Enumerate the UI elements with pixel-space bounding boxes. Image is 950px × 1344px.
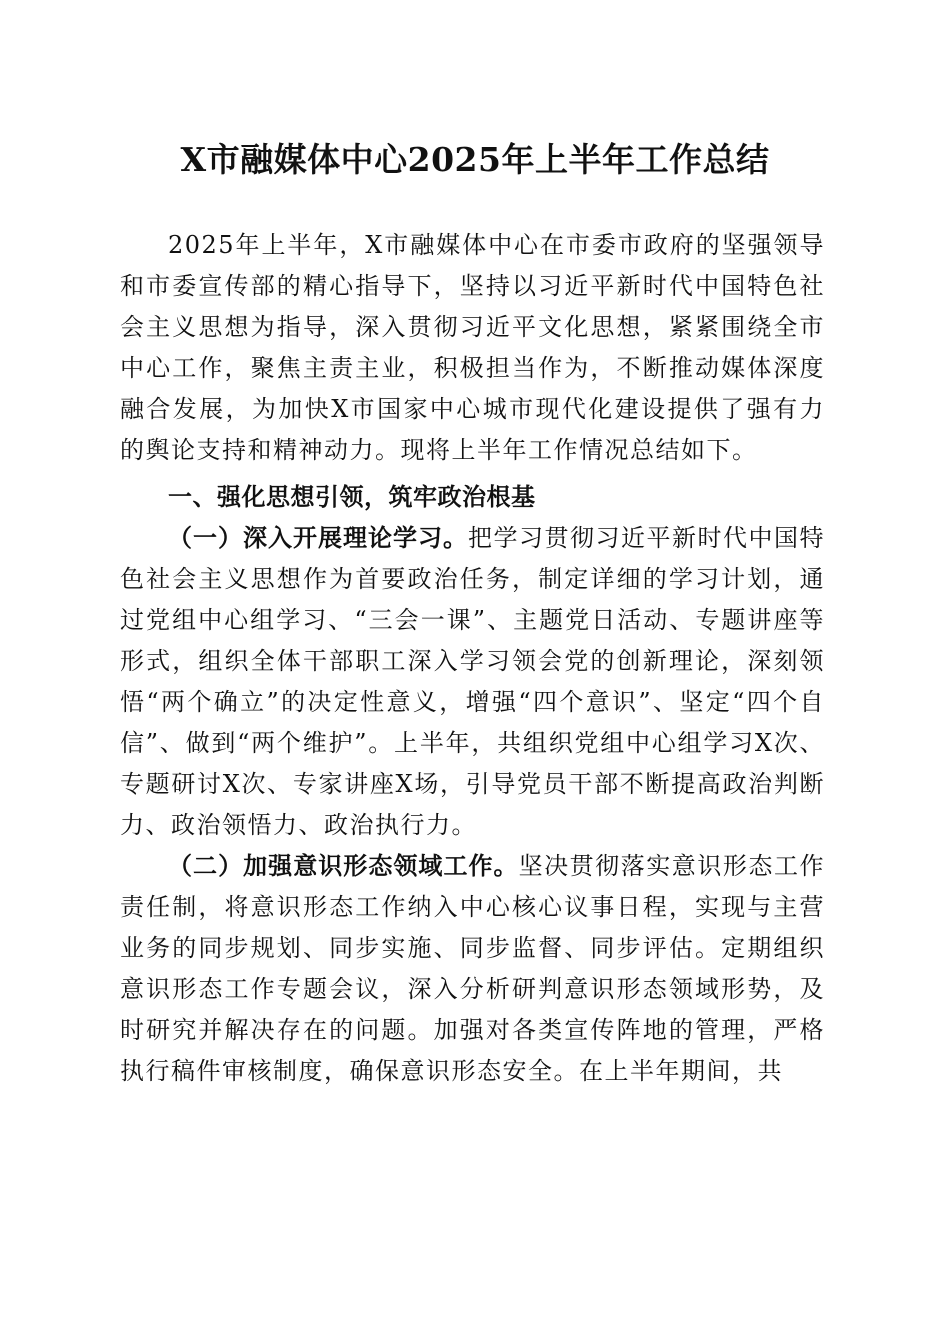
document-body	[120, 225, 825, 1092]
item-lead: （二）加强意识形态领域工作。	[168, 852, 519, 880]
section-item-paragraph	[120, 846, 825, 1092]
item-lead: （一）深入开展理论学习。	[168, 524, 468, 552]
item-text: 把学习贯彻习近平新时代中国特色社会主义思想作为首要政治任务，制定详细的学习计划，通过党组中心组学习、“三会一课”、主题党日活动、专题讲座等形式，组织全体干部职工深入学习领会党的创新理论，深刻领悟“两个确立”的决定性意义，增强“四个意识”、坚定“四个自信”、做到“两个维护”。上半年，共组织党组中心组学习X次、专题研讨X次、专家讲座X场，引导党员干部不断提高政治判断力、政治领悟力、政治执行力。	[120, 524, 825, 839]
section-item-paragraph	[120, 518, 825, 846]
item-text: 坚决贯彻落实意识形态工作责任制，将意识形态工作纳入中心核心议事日程，实现与主营业务的同步规划、同步实施、同步监督、同步评估。定期组织意识形态工作专题会议，深入分析研判意识形态领域形势，及时研究并解决存在的问题。加强对各类宣传阵地的管理，严格执行稿件审核制度，确保意识形态安全。在上半年期间，共	[120, 852, 826, 1085]
section-heading: 一、强化思想引领，筑牢政治根基	[168, 483, 536, 511]
intro-paragraph: 2025年上半年，X市融媒体中心在市委市政府的坚强领导和市委宣传部的精心指导下，坚持以习近平新时代中国特色社会主义思想为指导，深入贯彻习近平文化思想，紧紧围绕全市中心工作，聚焦主责主业，积极担当作为，不断推动媒体深度融合发展，为加快X市国家中心城市现代化建设提供了强有力的舆论支持和精神动力。现将上半年工作情况总结如下。	[120, 231, 825, 464]
document-title: X市融媒体中心2025年上半年工作总结	[180, 140, 770, 179]
